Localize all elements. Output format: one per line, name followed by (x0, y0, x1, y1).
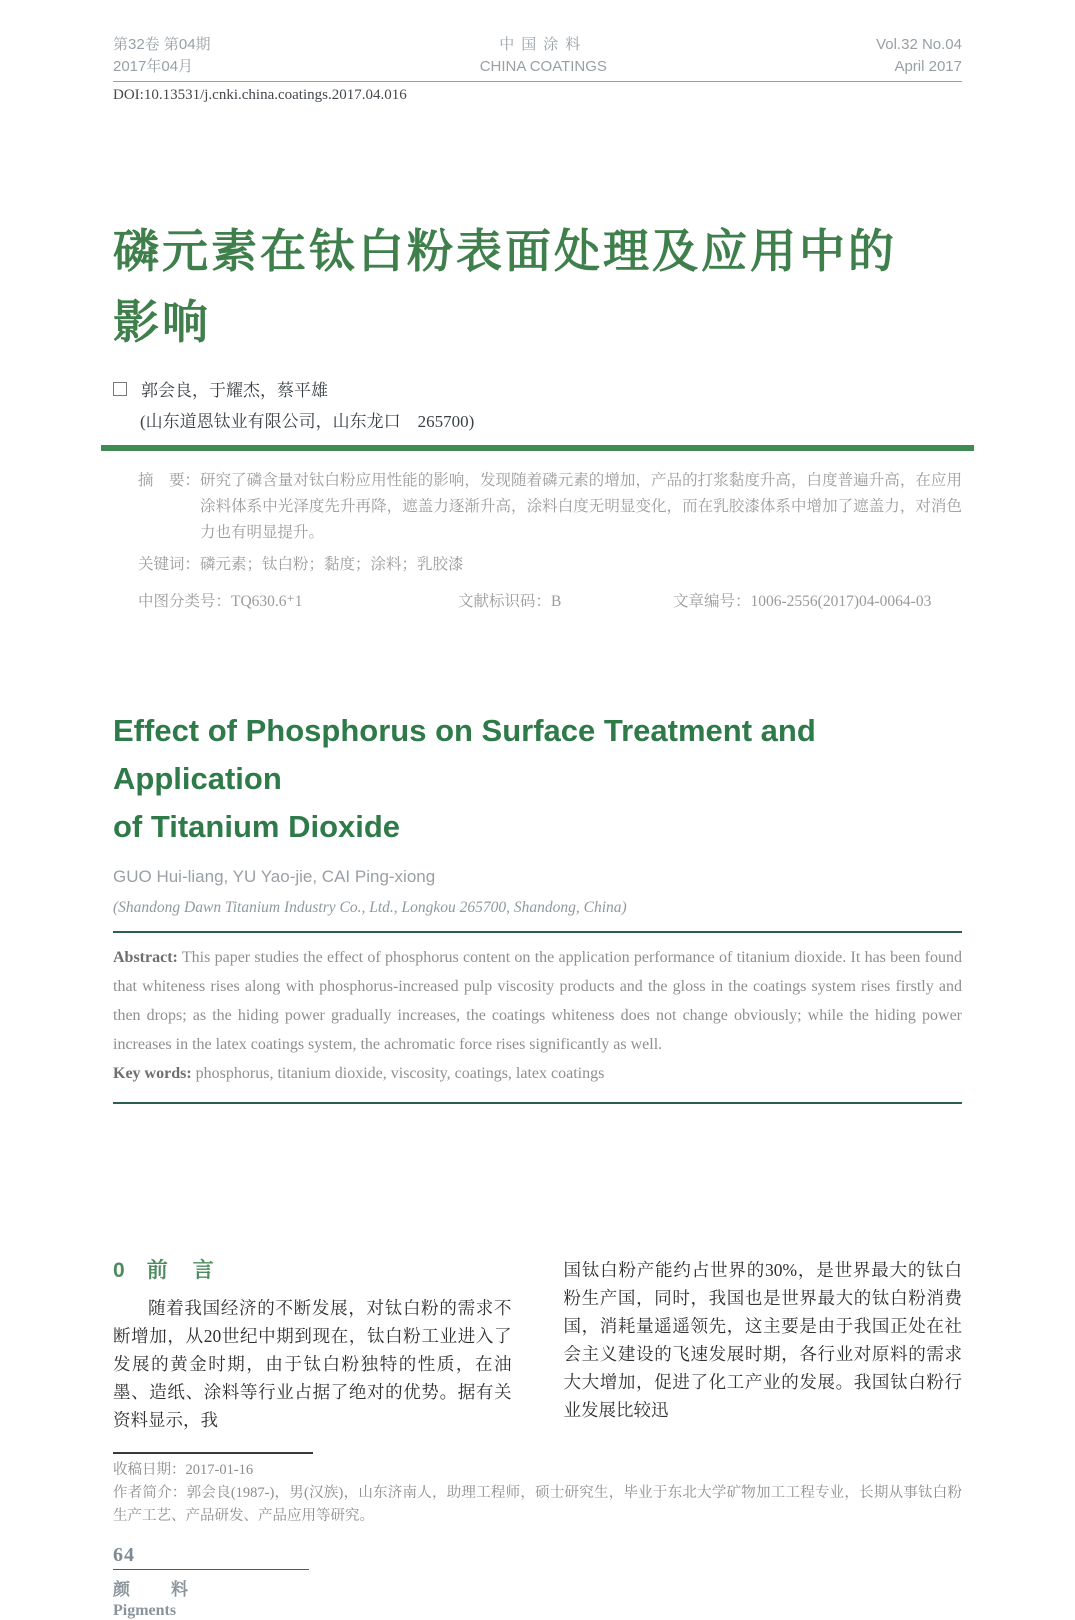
footer-rule (113, 1569, 309, 1570)
authors-zh: 郭会良，于耀杰，蔡平雄 (141, 381, 328, 400)
article-title-zh (113, 216, 962, 358)
keywords-en-label: Key words: (113, 1065, 192, 1082)
category-zh: 颜 料 (113, 1580, 200, 1599)
keywords-zh-line (113, 552, 962, 578)
abstract-en-text: This paper studies the effect of phosphorus content on the application performance of titanium dioxide. It has been found that whiteness rises along with phosphorus-increased pulp viscosity products and the gloss in the coatings system rises firstly and then drops; as the hiding power gradually increases, the coatings whiteness does not change obviously; while the hiding power increases in the latex coatings system, the achromatic force rises significantly as well. (113, 949, 962, 1053)
page-number: 64 (113, 1544, 135, 1566)
authors-row (113, 376, 962, 401)
author-bio-text: 郭会良(1987-)，男(汉族)，山东济南人，助理工程师，硕士研究生，毕业于东北大学矿物加工工程专业，长期从事钛白粉生产工艺、产品研发、产品应用等研究。 (113, 1485, 963, 1524)
doc-code-label: 文献标识码： (458, 593, 552, 610)
author-bio-label: 作者简介： (113, 1485, 187, 1501)
received-date-value: 2017-01-16 (185, 1462, 254, 1478)
keywords-en-line (113, 1059, 962, 1088)
article-title-zh-line1: 磷元素在钛白粉表面处理及应用中的 (113, 225, 897, 277)
classification-row (113, 589, 962, 615)
body-paragraph-right: 国钛白粉产能约占世界的30%，是世界最大的钛白粉生产国，同时，我国也是世界最大的钛白粉消费国，消耗量遥遥领先，这主要是由于我国正处在社会主义建设的飞速发展时期，各行业对原料的需求大大增加，促进了化工产业的发展。我国钛白粉行业发展比较迅 (563, 1260, 962, 1420)
authors-en: GUO Hui-liang, YU Yao-jie, CAI Ping-xiong (113, 867, 436, 886)
journal-name-en: CHINA COATINGS (479, 58, 607, 75)
abstract-en-paragraph (113, 943, 962, 1059)
keywords-en-text: phosphorus, titanium dioxide, viscosity, coatings, latex coatings (191, 1065, 605, 1082)
clc-label: 中图分类号： (138, 593, 232, 610)
article-title-en-line2: of Titanium Dioxide (113, 809, 401, 844)
title-separator-bar (101, 445, 974, 451)
body-columns (113, 1256, 962, 1434)
header-issue-info (113, 34, 211, 78)
author-marker-icon (113, 382, 127, 396)
article-id-item (673, 589, 931, 615)
abstract-en-label: Abstract: (113, 949, 178, 966)
body-left-column (113, 1256, 512, 1434)
volume-issue-zh: 第32卷 第04期 (113, 36, 211, 53)
abstract-en-box (113, 931, 962, 1104)
page-footer (113, 1544, 962, 1620)
section-heading (113, 1256, 512, 1286)
abstract-zh-block (113, 468, 962, 546)
article-title-en (113, 707, 962, 851)
body-right-column (564, 1256, 963, 1434)
volume-issue-en: Vol.32 No.04 (876, 36, 962, 53)
keywords-zh-label: 关键词： (138, 556, 201, 573)
clc-item (138, 589, 458, 615)
journal-header (113, 34, 962, 82)
clc-value: TQ630.6⁺1 (231, 593, 303, 610)
abstract-zh-label: 摘 要： (138, 472, 201, 489)
doc-code-value: B (551, 593, 562, 610)
footnotes (113, 1452, 962, 1528)
header-issue-info-en (876, 34, 962, 78)
article-title-en-line1: Effect of Phosphorus on Surface Treatment and Application (113, 713, 816, 796)
article-id-label: 文章编号： (673, 593, 751, 610)
received-date-line (113, 1459, 962, 1482)
affiliation-en: (Shandong Dawn Titanium Industry Co., Ltd., Longkou 265700, Shandong, China) (113, 899, 627, 916)
section-title: 前 言 (146, 1259, 216, 1282)
article-id-value: 1006-2556(2017)04-0064-03 (750, 593, 932, 610)
section-number: 0 (113, 1259, 125, 1282)
author-bio-line (113, 1482, 962, 1528)
received-date-label: 收稿日期： (113, 1462, 186, 1478)
doc-code-item (458, 589, 673, 615)
article-title-zh-line2: 影响 (113, 296, 211, 348)
affiliation-zh: (山东道恩钛业有限公司，山东龙口 265700) (140, 412, 475, 431)
date-zh: 2017年04月 (113, 58, 194, 75)
keywords-zh-text: 磷元素；钛白粉；黏度；涂料；乳胶漆 (200, 556, 464, 573)
body-paragraph-left: 随着我国经济的不断发展，对钛白粉的需求不断增加，从20世纪中期到现在，钛白粉工业进入了发展的黄金时期，由于钛白粉独特的性质，在油墨、造纸、涂料等行业占据了绝对的优势。据有关资料显示，我 (113, 1298, 512, 1430)
date-en: April 2017 (894, 58, 962, 75)
category-en: Pigments (113, 1602, 177, 1619)
abstract-zh-text: 研究了磷含量对钛白粉应用性能的影响，发现随着磷元素的增加，产品的打浆黏度升高，白度普遍升高，在应用涂料体系中光泽度先升再降，遮盖力逐渐升高，涂料白度无明显变化，而在乳胶漆体系中增加了遮盖力，对消色力也有明显提升。 (200, 472, 962, 541)
journal-name-zh: 中国涂料 (499, 36, 588, 53)
footnote-rule (113, 1452, 313, 1454)
journal-name (480, 34, 607, 78)
doi-line: DOI:10.13531/j.cnki.china.coatings.2017.04.016 (113, 87, 407, 103)
